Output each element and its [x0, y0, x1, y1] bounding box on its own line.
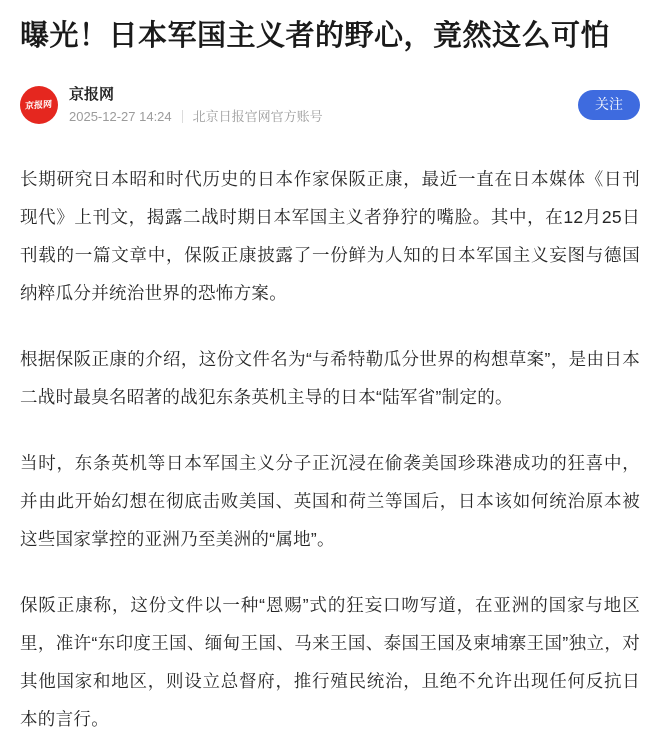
- meta-sub-row: [69, 109, 578, 125]
- paragraph-3: 当时，东条英机等日本军国主义分子正沉浸在偷袭美国珍珠港成功的狂喜中，并由此开始幻想在彻底击败美国、英国和荷兰等国后，日本该如何统治原本被这些国家掌控的亚洲乃至美洲的“属地”。: [20, 453, 640, 549]
- source-logo-text: 京报网: [25, 98, 53, 111]
- source-name[interactable]: 京报网: [69, 85, 115, 103]
- article-body: [20, 160, 640, 738]
- paragraph-1: 长期研究日本昭和时代历史的日本作家保阪正康，最近一直在日本媒体《日刊现代》上刊文，揭露二战时期日本军国主义者狰狞的嘴脸。其中，在12月25日刊载的一篇文章中，保阪正康披露了一份鲜为人知的日本军国主义妄图与德国纳粹瓜分并统治世界的恐怖方案。: [20, 169, 640, 303]
- paragraph-2: 根据保阪正康的介绍，这份文件名为“与希特勒瓜分世界的构想草案”，是由日本二战时最臭名昭著的战犯东条英机主导的日本“陆军省”制定的。: [20, 349, 640, 407]
- byline: [20, 84, 640, 126]
- source-logo-icon[interactable]: [20, 86, 58, 124]
- publish-date: 2025-12-27 14:24: [69, 108, 172, 124]
- account-label: 北京日报官网官方账号: [192, 108, 323, 124]
- follow-button[interactable]: 关注: [578, 90, 640, 119]
- meta-divider: [182, 110, 183, 123]
- source-meta: [69, 86, 578, 125]
- paragraph-4: 保阪正康称，这份文件以一种“恩赐”式的狂妄口吻写道，在亚洲的国家与地区里，准许“东印度王国、缅甸王国、马来王国、泰国王国及柬埔寨王国”独立，对其他国家和地区，则设立总督府，推行殖民统治，且绝不允许出现任何反抗日本的言行。: [20, 595, 640, 729]
- article-title: 曝光！日本军国主义者的野心，竟然这么可怕: [20, 20, 611, 52]
